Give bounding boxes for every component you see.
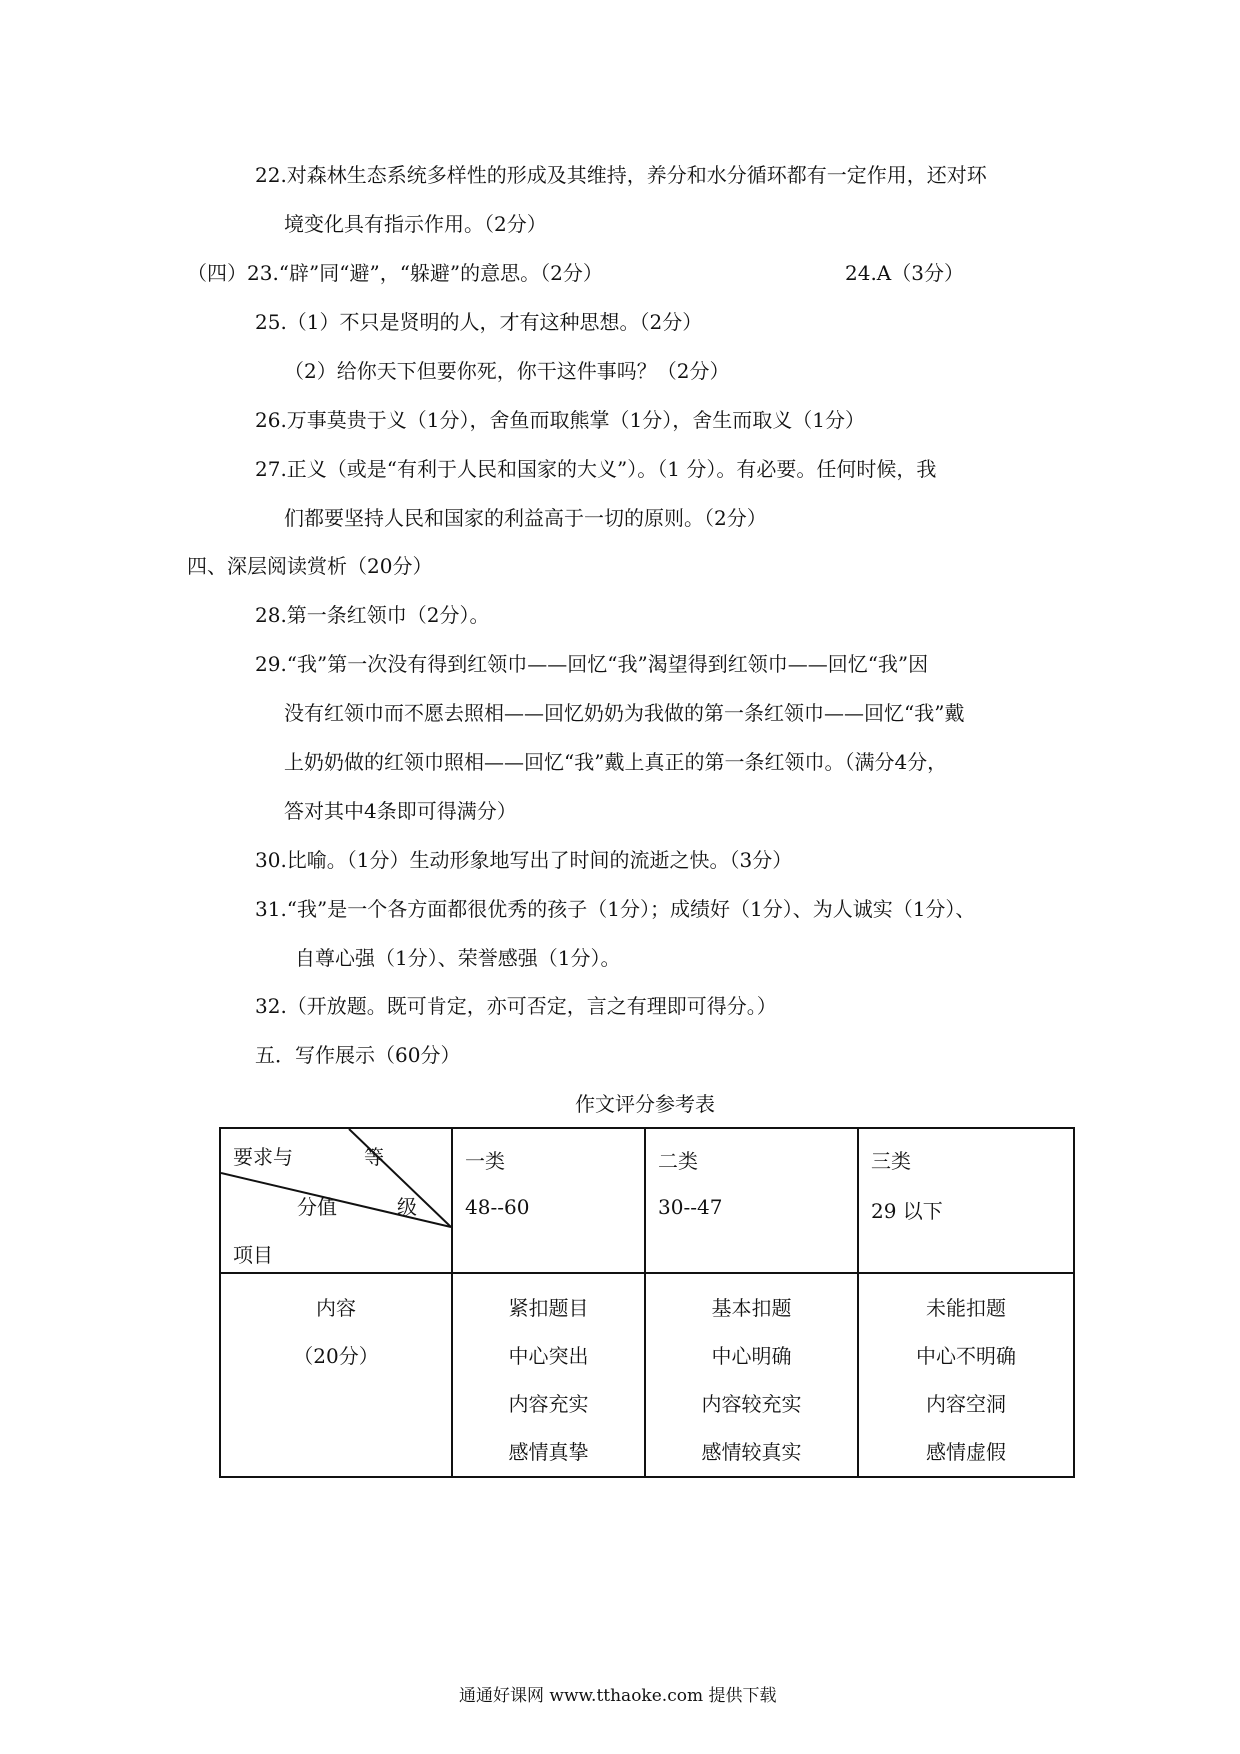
corner-label-grade-1: 等 bbox=[364, 1145, 384, 1169]
answer-29-line3: 上奶奶做的红领巾照相——回忆“我”戴上真正的第一条红领巾。（满分4分， bbox=[284, 750, 948, 774]
answer-25-line2: （2）给你天下但要你死，你干这件事吗？（2分） bbox=[284, 359, 730, 383]
row-label: 内容 bbox=[316, 1296, 356, 1320]
criterion: 感情较真实 bbox=[701, 1440, 802, 1464]
answer-29-line2: 没有红领巾而不愿去照相——回忆奶奶为我做的第一条红领巾——回忆“我”戴 bbox=[284, 701, 965, 725]
answer-29-line1: 29.“我”第一次没有得到红领巾——回忆“我”渴望得到红领巾——回忆“我”因 bbox=[255, 652, 929, 676]
grade-2-label: 二类 bbox=[658, 1149, 698, 1173]
answer-30: 30.比喻。（1分）生动形象地写出了时间的流逝之快。（3分） bbox=[255, 848, 793, 872]
criterion: 内容空洞 bbox=[926, 1392, 1006, 1416]
row-label-cell bbox=[220, 1273, 452, 1477]
corner-label-grade-2: 级 bbox=[397, 1195, 417, 1219]
answer-22-line1: 22.对森林生态系统多样性的形成及其维持，养分和水分循环都有一定作用，还对环 bbox=[255, 163, 987, 187]
answer-26: 26.万事莫贵于义（1分），舍鱼而取熊掌（1分），舍生而取义（1分） bbox=[255, 408, 865, 432]
corner-label-score: 分值 bbox=[297, 1195, 337, 1219]
criterion: 内容较充实 bbox=[701, 1392, 802, 1416]
answer-31-line1: 31.“我”是一个各方面都很优秀的孩子（1分）；成绩好（1分）、为人诚实（1分）、 bbox=[255, 897, 976, 921]
grade-3-criteria bbox=[858, 1273, 1074, 1477]
criterion: 内容充实 bbox=[508, 1392, 589, 1416]
table-corner-cell bbox=[220, 1128, 452, 1273]
row-points: （20分） bbox=[293, 1344, 379, 1368]
grade-3-range: 29 以下 bbox=[871, 1199, 943, 1223]
criterion: 紧扣题目 bbox=[508, 1296, 589, 1320]
answer-22-line2: 境变化具有指示作用。（2分） bbox=[284, 212, 547, 236]
grade-2-criteria bbox=[645, 1273, 858, 1477]
criterion: 未能扣题 bbox=[926, 1296, 1006, 1320]
header-grade-2 bbox=[645, 1128, 858, 1273]
grade-1-criteria bbox=[452, 1273, 645, 1477]
criterion: 中心明确 bbox=[711, 1344, 792, 1368]
answer-31-line2: 自尊心强（1分）、荣誉感强（1分）。 bbox=[295, 946, 621, 970]
header-grade-1 bbox=[452, 1128, 645, 1273]
answer-27-line2: 们都要坚持人民和国家的利益高于一切的原则。（2分） bbox=[284, 506, 767, 530]
criterion: 感情真挚 bbox=[508, 1440, 589, 1464]
corner-label-requirement: 要求与 bbox=[233, 1145, 293, 1169]
answer-25-line1: 25.（1）不只是贤明的人，才有这种思想。（2分） bbox=[255, 310, 703, 334]
table-row bbox=[220, 1273, 1074, 1477]
answer-28: 28.第一条红领巾（2分）。 bbox=[255, 603, 490, 627]
criterion: 中心不明确 bbox=[916, 1344, 1016, 1368]
answer-27-line1: 27.正义（或是“有利于人民和国家的大义”）。（1 分）。有必要。任何时候，我 bbox=[255, 457, 937, 481]
answer-24: 24.A（3分） bbox=[845, 261, 964, 285]
section-5-heading: 五．写作展示（60分） bbox=[255, 1043, 461, 1067]
corner-label-item: 项目 bbox=[233, 1243, 273, 1267]
header-grade-3 bbox=[858, 1128, 1074, 1273]
table-caption: 作文评分参考表 bbox=[575, 1092, 715, 1116]
scoring-table bbox=[219, 1127, 1075, 1478]
section-4-heading: 四、深层阅读赏析（20分） bbox=[187, 554, 433, 578]
criterion: 基本扣题 bbox=[711, 1296, 792, 1320]
criterion: 中心突出 bbox=[508, 1344, 589, 1368]
table-header-row bbox=[220, 1128, 1074, 1273]
answer-23: （四）23.“辟”同“避”，“躲避”的意思。（2分） bbox=[187, 261, 603, 285]
grade-3-label: 三类 bbox=[871, 1149, 911, 1173]
grade-1-range: 48--60 bbox=[465, 1195, 530, 1219]
page-footer: 通通好课网 www.tthaoke.com 提供下载 bbox=[459, 1686, 777, 1706]
grade-1-label: 一类 bbox=[465, 1149, 505, 1173]
answer-29-line4: 答对其中4条即可得满分） bbox=[284, 799, 517, 823]
answer-32: 32.（开放题。既可肯定，亦可否定，言之有理即可得分。） bbox=[255, 994, 777, 1018]
criterion: 感情虚假 bbox=[926, 1440, 1006, 1464]
grade-2-range: 30--47 bbox=[658, 1195, 723, 1219]
